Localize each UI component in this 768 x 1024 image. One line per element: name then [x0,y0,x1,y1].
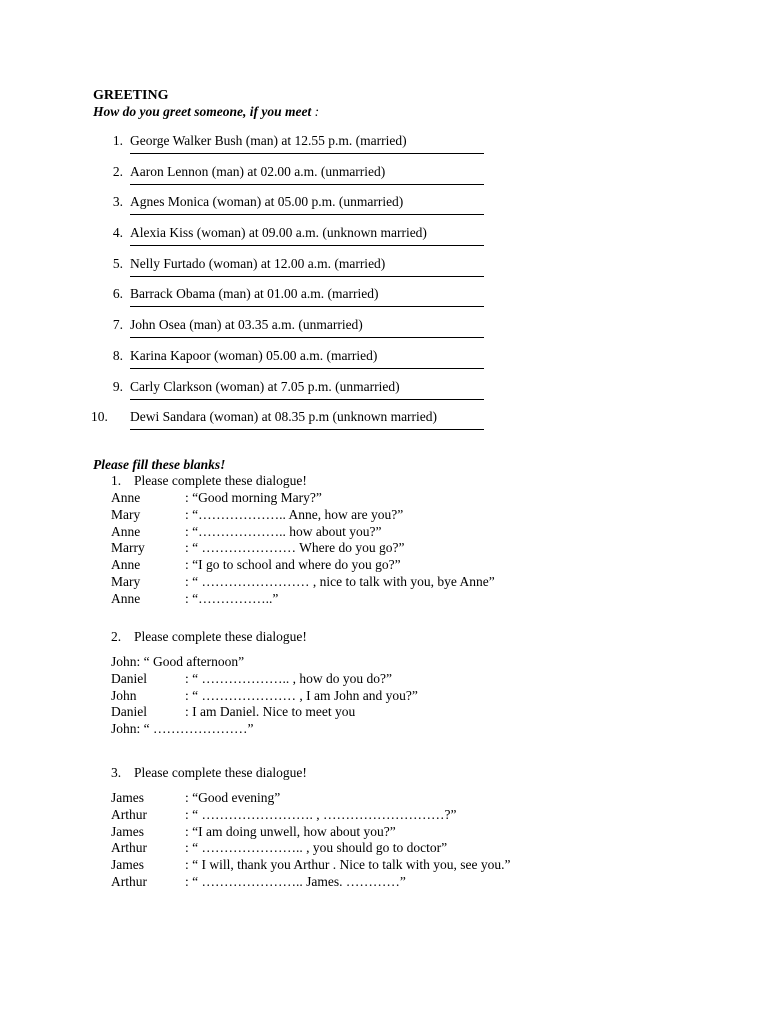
dialogue-line [111,489,571,506]
dialogue-instruction-text: Please complete these dialogue! [134,473,307,488]
page-title: GREETING [93,88,169,103]
dialogue-text[interactable]: : “……………..” [185,590,279,606]
question-text: George Walker Bush (man) at 12.55 p.m. (married) [130,133,407,148]
dialogue-line [111,789,571,806]
dialogue-text[interactable]: : “ …………………… , nice to talk with you, bye Anne” [185,573,495,589]
dialogue-line [111,687,571,704]
dialogue-text[interactable]: : “……………….. how about you?” [185,523,382,539]
speaker-name: John [111,687,137,703]
question-text: Barrack Obama (man) at 01.00 a.m. (married) [130,286,379,302]
speaker-name: Anne [111,490,141,505]
question-text: Aaron Lennon (man) at 02.00 a.m. (unmarried) [130,163,386,179]
dialogue-3 [111,764,571,890]
dialogue-line [111,670,571,687]
dialogue-line [111,653,571,670]
dialogue-text: : “ I will, thank you Arthur . Nice to talk with you, see you.” [185,857,511,873]
question-number: 3. [112,194,123,210]
dialogue-line [111,856,571,873]
greeting-question [93,285,493,316]
dialogue-instruction [111,628,571,645]
dialogue-instruction [111,764,571,781]
answer-line[interactable] [130,367,484,369]
greeting-question [93,255,493,286]
speaker-name: Anne [111,557,141,573]
question-text: Dewi Sandara (woman) at 08.35 p.m (unknown married) [130,409,438,425]
greeting-questions-list [93,132,493,439]
dialogue-line [111,556,571,573]
greeting-question [93,378,493,409]
dialogue-number: 1. [111,473,122,488]
speaker-name: Arthur [111,873,147,889]
dialogue-instruction [111,472,571,489]
answer-line[interactable] [130,213,484,215]
dialogue-text[interactable]: : “ ……………………. , ………………………?” [185,806,457,822]
dialogue-line [111,573,571,590]
dialogue-line [111,523,571,540]
greeting-question [93,347,493,378]
speaker-name: Anne [111,590,141,606]
greeting-question [93,224,493,255]
dialogue-text: : “I go to school and where do you go?” [185,557,401,573]
speaker-name: Arthur [111,840,147,856]
greeting-question [93,132,493,163]
speaker-name: James [111,823,144,839]
dialogue-text: : “I am doing unwell, how about you?” [185,823,396,839]
answer-line[interactable] [130,275,484,277]
dialogue-line [111,720,571,737]
greeting-question [93,193,493,224]
speaker-name: Arthur [111,806,147,822]
speaker-name: Daniel [111,670,147,686]
dialogue-line [111,823,571,840]
dialogue-line [111,506,571,523]
question-number: 1. [112,133,123,148]
answer-line[interactable] [130,428,484,430]
fill-blanks-heading: Please fill these blanks! [93,457,226,472]
question-number: 2. [112,163,123,179]
speaker-name: Anne [111,523,141,539]
speaker-name: Mary [111,573,141,589]
question-number: 4. [112,225,123,241]
question-number: 7. [112,317,123,333]
question-number: 10. [91,409,108,425]
dialogue-text: John: “ Good afternoon” [111,654,245,669]
dialogue-text: : I am Daniel. Nice to meet you [185,704,356,720]
dialogue-text: : “Good evening” [185,790,281,805]
answer-line[interactable] [130,244,484,246]
dialogue-1 [111,472,571,607]
dialogue-instruction-text: Please complete these dialogue! [134,765,307,780]
dialogue-instruction-text: Please complete these dialogue! [134,629,307,644]
greeting-question [93,316,493,347]
dialogue-text[interactable]: : “ ………………… Where do you go?” [185,540,405,556]
speaker-name: Marry [111,540,145,556]
question-text: Carly Clarkson (woman) at 7.05 p.m. (unmarried) [130,378,400,394]
question-number: 8. [112,347,123,363]
dialogue-text[interactable]: : “……………….. Anne, how are you?” [185,506,404,522]
answer-line[interactable] [130,305,484,307]
dialogue-line [111,873,571,890]
dialogue-text[interactable]: : “ ……………….. , how do you do?” [185,670,392,686]
page-subtitle [93,103,319,120]
dialogue-line [111,703,571,720]
dialogue-line [111,539,571,556]
dialogue-number: 3. [111,765,122,780]
dialogue-2 [111,628,571,737]
question-number: 9. [112,378,123,394]
subtitle-colon: : [311,104,320,119]
dialogue-line [111,590,571,607]
speaker-name: James [111,857,144,873]
question-number: 5. [112,255,123,271]
dialogue-text[interactable]: : “ ………………….. , you should go to doctor” [185,840,448,856]
dialogue-text: : “Good morning Mary?” [185,490,322,505]
dialogue-line [111,839,571,856]
greeting-question [93,163,493,194]
answer-line[interactable] [130,183,484,185]
speaker-name: Daniel [111,704,147,720]
question-text: Karina Kapoor (woman) 05.00 a.m. (married) [130,347,378,363]
dialogue-text[interactable]: John: “ …………………” [111,721,254,737]
dialogue-number: 2. [111,629,122,644]
dialogue-text[interactable]: : “ ………………… , I am John and you?” [185,687,418,703]
speaker-name: Mary [111,506,141,522]
question-text: Alexia Kiss (woman) at 09.00 a.m. (unknown married) [130,225,427,241]
answer-line[interactable] [130,152,484,154]
speaker-name: James [111,790,144,805]
question-text: Nelly Furtado (woman) at 12.00 a.m. (married) [130,255,386,271]
dialogue-line [111,806,571,823]
greeting-question [93,408,493,439]
subtitle-text: How do you greet someone, if you meet [93,104,312,119]
question-number: 6. [112,286,123,302]
dialogue-text[interactable]: : “ ………………….. James. …………” [185,873,406,889]
answer-line[interactable] [130,398,484,400]
question-text: John Osea (man) at 03.35 a.m. (unmarried) [130,317,363,333]
question-text: Agnes Monica (woman) at 05.00 p.m. (unmarried) [130,194,404,210]
answer-line[interactable] [130,336,484,338]
